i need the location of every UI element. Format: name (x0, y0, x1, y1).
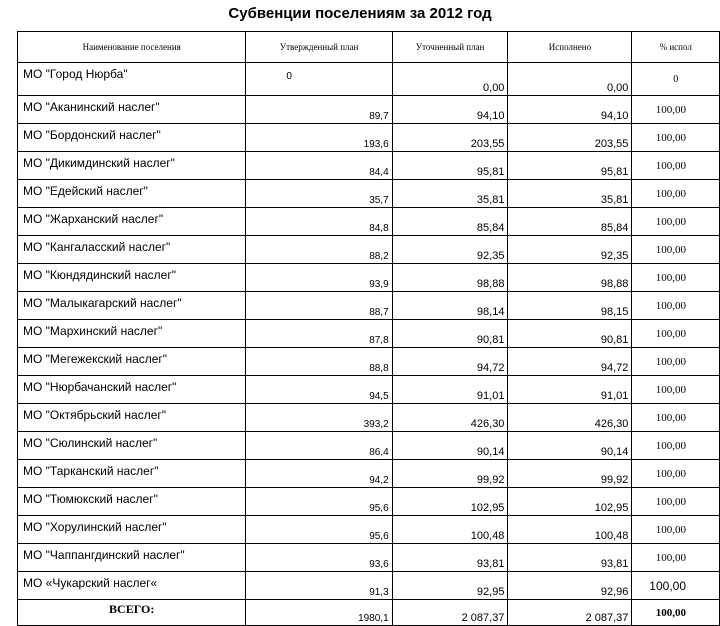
table-row (18, 292, 720, 320)
executed-cell: 99,92 (508, 460, 632, 488)
percent-cell: 100,00 (632, 516, 720, 544)
executed-cell: 98,88 (508, 264, 632, 292)
revised-plan-cell: 85,84 (392, 208, 508, 236)
approved-plan-cell: 88,2 (246, 236, 392, 264)
percent-cell: 100,00 (632, 180, 720, 208)
percent-cell: 100,00 (632, 404, 720, 432)
table-row (18, 208, 720, 236)
executed-cell: 100,48 (508, 516, 632, 544)
revised-plan-cell: 100,48 (392, 516, 508, 544)
settlement-name: МО "Аканинский наслег" (18, 96, 246, 124)
settlement-name: МО "Едейский наслег" (18, 180, 246, 208)
percent-cell: 100,00 (632, 124, 720, 152)
table-row (18, 180, 720, 208)
total-row (18, 600, 720, 626)
table-row (18, 236, 720, 264)
settlement-name: МО "Тарканский наслег" (18, 460, 246, 488)
settlement-name: МО "Кангаласский наслег" (18, 236, 246, 264)
revised-plan-cell: 94,10 (392, 96, 508, 124)
approved-plan-cell: 193,6 (246, 124, 392, 152)
executed-cell: 94,72 (508, 348, 632, 376)
table-row (18, 460, 720, 488)
settlement-name: МО "Жарханский наслег" (18, 208, 246, 236)
table-row (18, 516, 720, 544)
settlement-name: МО "Кюндядинский наслег" (18, 264, 246, 292)
executed-cell: 90,81 (508, 320, 632, 348)
settlement-name: МО "Чаппангдинский наслег" (18, 544, 246, 572)
percent-cell: 100,00 (632, 376, 720, 404)
table-row (18, 152, 720, 180)
table-row (18, 348, 720, 376)
percent-cell: 100,00 (632, 460, 720, 488)
executed-cell: 203,55 (508, 124, 632, 152)
approved-plan-cell: 95,6 (246, 516, 392, 544)
percent-cell: 100,00 (632, 236, 720, 264)
executed-cell: 0,00 (508, 63, 632, 96)
executed-cell: 90,14 (508, 432, 632, 460)
executed-cell: 92,35 (508, 236, 632, 264)
revised-plan-cell: 102,95 (392, 488, 508, 516)
table-row (18, 488, 720, 516)
revised-plan-cell: 93,81 (392, 544, 508, 572)
approved-plan-cell: 86,4 (246, 432, 392, 460)
executed-cell: 85,84 (508, 208, 632, 236)
approved-plan-cell: 84,8 (246, 208, 392, 236)
approved-plan-cell: 87,8 (246, 320, 392, 348)
settlement-name: МО "Малыкагарский наслег" (18, 292, 246, 320)
executed-cell: 92,96 (508, 572, 632, 600)
table-row (18, 320, 720, 348)
executed-cell: 93,81 (508, 544, 632, 572)
revised-plan-cell: 35,81 (392, 180, 508, 208)
percent-cell: 100,00 (632, 348, 720, 376)
settlement-name: МО "Мархинский наслег" (18, 320, 246, 348)
revised-plan-cell: 94,72 (392, 348, 508, 376)
executed-cell: 91,01 (508, 376, 632, 404)
approved-plan-cell: 88,8 (246, 348, 392, 376)
table-row (18, 544, 720, 572)
table-row (18, 376, 720, 404)
approved-plan-cell: 94,2 (246, 460, 392, 488)
executed-cell: 102,95 (508, 488, 632, 516)
percent-cell: 100,00 (632, 264, 720, 292)
approved-plan-cell: 93,9 (246, 264, 392, 292)
percent-cell: 100,00 (632, 208, 720, 236)
total-percent: 100,00 (632, 600, 720, 626)
header-name: Наименование поселения (18, 32, 246, 63)
percent-cell: 100,00 (632, 152, 720, 180)
settlement-name: МО "Сюлинский наслег" (18, 432, 246, 460)
executed-cell: 35,81 (508, 180, 632, 208)
executed-cell: 94,10 (508, 96, 632, 124)
percent-cell: 100,00 (632, 544, 720, 572)
table-row (18, 432, 720, 460)
percent-cell: 100,00 (632, 292, 720, 320)
header-approved-plan: Утвержденный план (246, 32, 392, 63)
settlement-name: МО "Тюмюкский наслег" (18, 488, 246, 516)
settlement-name: МО "Дикимдинский наслег" (18, 152, 246, 180)
approved-plan-cell: 35,7 (246, 180, 392, 208)
approved-plan-cell: 91,3 (246, 572, 392, 600)
table-row (18, 63, 720, 96)
revised-plan-cell: 95,81 (392, 152, 508, 180)
revised-plan-cell: 90,14 (392, 432, 508, 460)
revised-plan-cell: 98,14 (392, 292, 508, 320)
header-percent: % испол (632, 32, 720, 63)
percent-cell: 100,00 (632, 488, 720, 516)
executed-cell: 95,81 (508, 152, 632, 180)
approved-plan-cell: 393,2 (246, 404, 392, 432)
percent-cell: 100,00 (632, 572, 720, 600)
percent-cell: 0 (632, 63, 720, 96)
revised-plan-cell: 92,95 (392, 572, 508, 600)
revised-plan-cell: 0,00 (392, 63, 508, 96)
settlement-name: МО "Город Нюрба" (18, 63, 246, 96)
revised-plan-cell: 203,55 (392, 124, 508, 152)
percent-cell: 100,00 (632, 96, 720, 124)
revised-plan-cell: 98,88 (392, 264, 508, 292)
approved-plan-cell: 95,6 (246, 488, 392, 516)
executed-cell: 426,30 (508, 404, 632, 432)
table-row (18, 572, 720, 600)
total-label: ВСЕГО: (18, 600, 246, 626)
percent-cell: 100,00 (632, 432, 720, 460)
approved-plan-cell: 93,6 (246, 544, 392, 572)
header-executed: Исполнено (508, 32, 632, 63)
approved-plan-cell: 88,7 (246, 292, 392, 320)
total-executed: 2 087,37 (508, 600, 632, 626)
approved-plan-cell: 89,7 (246, 96, 392, 124)
settlement-name: МО «Чукарский наслег« (18, 572, 246, 600)
settlement-name: МО "Хорулинский наслег" (18, 516, 246, 544)
table-row (18, 96, 720, 124)
total-revised-plan: 2 087,37 (392, 600, 508, 626)
executed-cell: 98,15 (508, 292, 632, 320)
total-approved-plan: 1980,1 (246, 600, 392, 626)
table-row (18, 124, 720, 152)
header-revised-plan: Уточненный план (392, 32, 508, 63)
revised-plan-cell: 90,81 (392, 320, 508, 348)
approved-plan-cell: 84,4 (246, 152, 392, 180)
revised-plan-cell: 426,30 (392, 404, 508, 432)
settlement-name: МО "Октябрьский наслег" (18, 404, 246, 432)
page-title: Субвенции поселениям за 2012 год (228, 5, 492, 22)
settlement-name: МО "Бордонский наслег" (18, 124, 246, 152)
table-body (18, 63, 720, 626)
table-row (18, 264, 720, 292)
table-header-row (18, 32, 720, 63)
settlement-name: МО "Нюрбачанский наслег" (18, 376, 246, 404)
revised-plan-cell: 99,92 (392, 460, 508, 488)
revised-plan-cell: 92,35 (392, 236, 508, 264)
subventions-table (17, 31, 720, 626)
revised-plan-cell: 91,01 (392, 376, 508, 404)
settlement-name: МО "Мегежекский наслег" (18, 348, 246, 376)
table-row (18, 404, 720, 432)
percent-cell: 100,00 (632, 320, 720, 348)
approved-plan-cell: 94,5 (246, 376, 392, 404)
approved-plan-cell: 0 (246, 63, 392, 96)
